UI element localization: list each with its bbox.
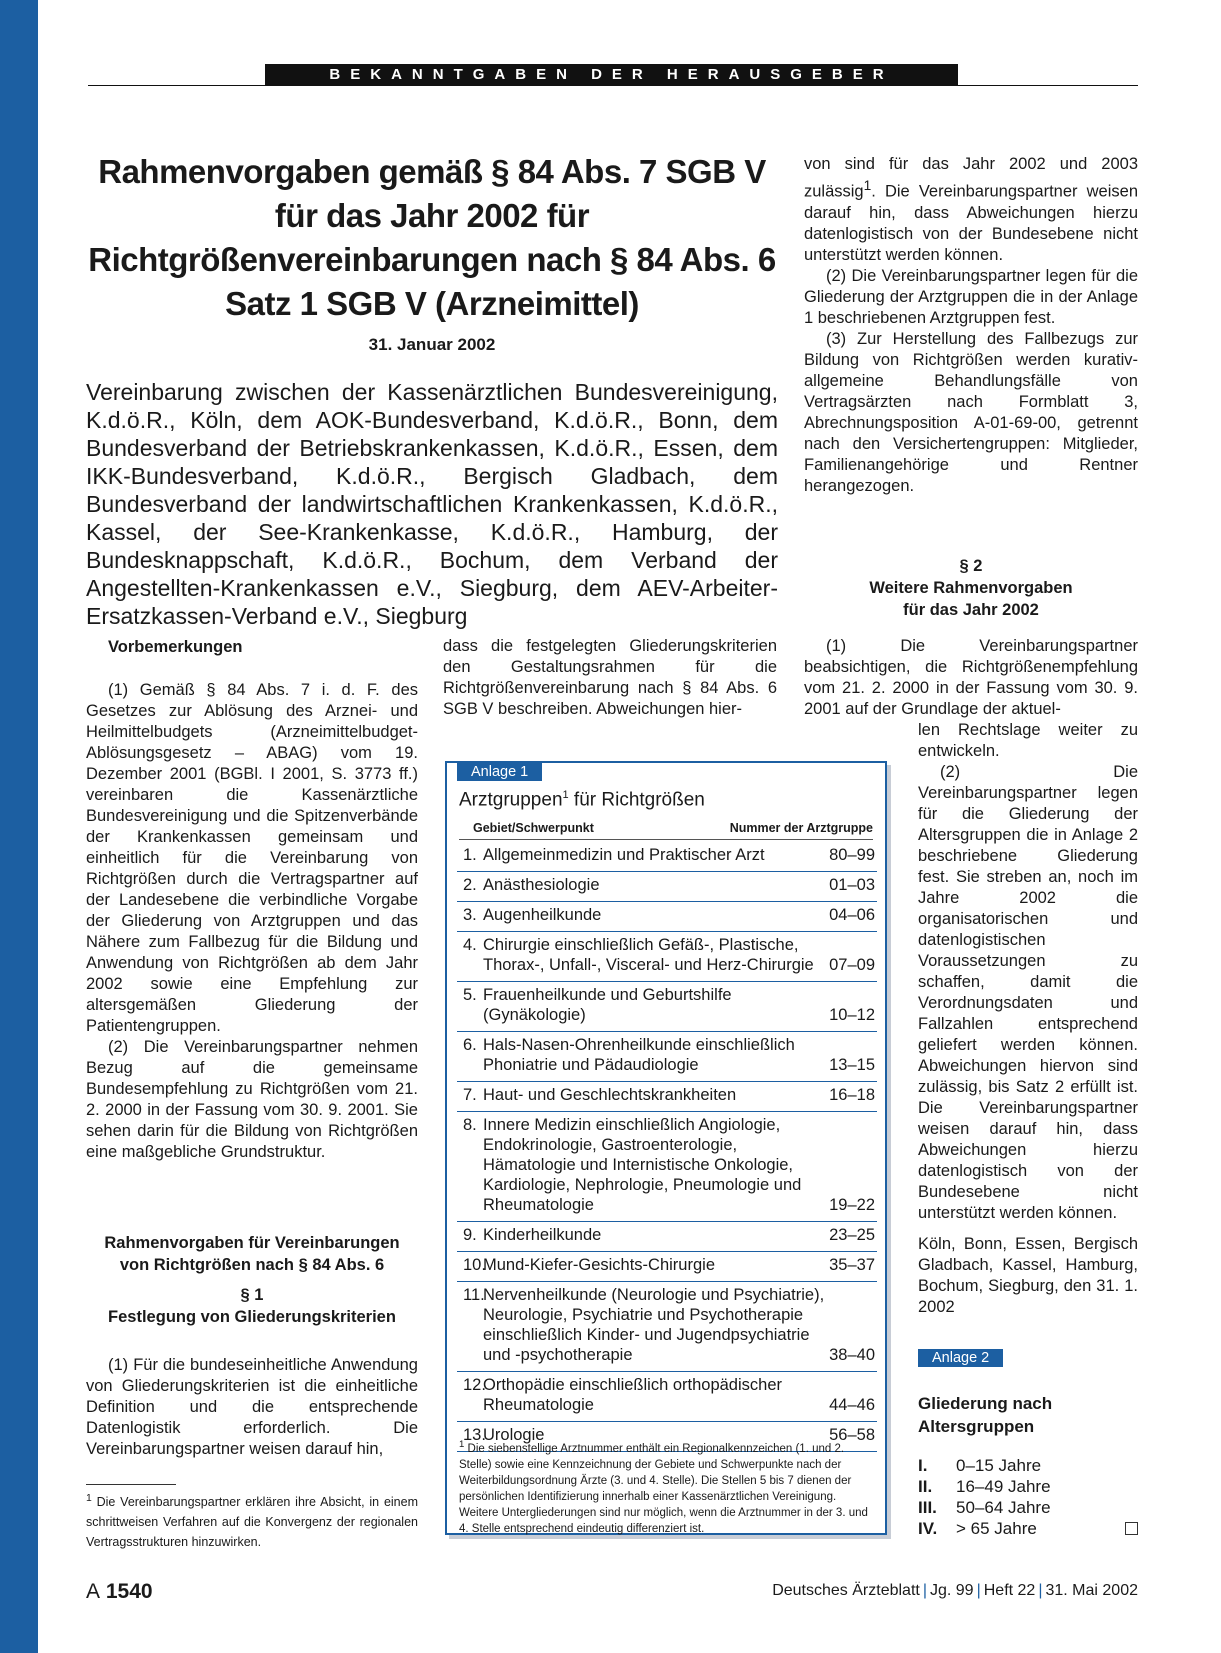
table-row <box>457 1252 877 1282</box>
row-range: 23–25 <box>829 1226 875 1244</box>
row-number: 4. <box>463 936 477 954</box>
row-number: 10. <box>463 1256 486 1274</box>
anlage-2-badge: Anlage 2 <box>918 1349 1003 1367</box>
column-3-text <box>804 636 1138 720</box>
age-group-range: 50–64 Jahre <box>956 1498 1051 1517</box>
section-title-line: Weitere Rahmenvorgaben <box>869 579 1073 597</box>
row-label: Nervenheilkunde (Neurologie und Psychiatrie), Neurologie, Psychiatrie und Psychotherapie einschließlich Kinder- und Jugendpsychiatrie und -psychotherapie <box>483 1286 825 1364</box>
row-range: 10–12 <box>829 1006 875 1024</box>
article-title: Rahmenvorgaben gemäß § 84 Abs. 7 SGB V für das Jahr 2002 für Richtgrößenvereinbarungen nach § 84 Abs. 6 Satz 1 SGB V (Arzneimittel) <box>88 153 776 322</box>
row-number: 13. <box>463 1426 486 1444</box>
row-number: 12. <box>463 1376 486 1394</box>
row-number: 5. <box>463 986 477 1004</box>
column-3-text-narrow <box>918 720 1138 1224</box>
row-label: Allgemeinmedizin und Praktischer Arzt <box>483 846 765 864</box>
journal-date: 31. Mai 2002 <box>1045 1582 1138 1599</box>
row-range: 44–46 <box>829 1396 875 1414</box>
signature-block <box>918 1234 1138 1318</box>
paragraph: (2) Die Vereinbarungspartner nehmen Bezug auf die gemeinsame Bundesempfehlung zu Richtgrößen vom 21. 2. 2000 in der Fassung vom 30. 9. 2001. Sie sehen darin für die Bildung von Richtgrößen eine maßgebliche Grundstruktur. <box>86 1038 418 1161</box>
column-2-text <box>443 636 777 720</box>
vorbemerkungen-heading: Vorbemerkungen <box>108 638 243 656</box>
anlage-1-title <box>459 789 705 811</box>
age-group-range: > 65 Jahre <box>956 1519 1037 1538</box>
column-1-text-continued <box>86 1355 418 1460</box>
row-label: Mund-Kiefer-Gesichts-Chirurgie <box>483 1256 715 1274</box>
section-title-line: von Richtgrößen nach § 84 Abs. 6 <box>119 1256 385 1274</box>
footnote <box>86 1489 418 1552</box>
row-label: Kinderheilkunde <box>483 1226 602 1244</box>
heading-line: Gliederung nach <box>918 1394 1053 1413</box>
row-number: 3. <box>463 906 477 924</box>
row-label: Orthopädie einschließlich orthopädischer Rheumatologie <box>483 1376 782 1414</box>
anlage-2-heading <box>918 1392 1052 1438</box>
paragraph: (2) Die Vereinbarungspartner legen für die Gliederung der Altersgruppen die in Anlage 2 beschriebene Gliederung fest. Sie streben an, noch im Jahre 2002 die organisatorischen und datenlogistischen Voraussetzungen zu schaffen, damit die Verordnungsdaten und Fallzahlen entsprechend geliefert werden können. Abweichungen hiervon sind zulässig, bis Satz 2 erfüllt ist. Die Vereinbarungspartner weisen darauf hin, dass Abweichungen hierzu datenlogistisch von der Bundesebene nicht unterstützt werden können. <box>918 763 1138 1222</box>
right-column-top <box>804 154 1138 497</box>
article-date: 31. Januar 2002 <box>368 335 496 354</box>
row-label: Haut- und Geschlechtskrankheiten <box>483 1086 737 1104</box>
section-header-band: BEKANNTGABEN DER HERAUSGEBER <box>265 64 958 85</box>
age-group-roman: IV. <box>918 1519 938 1538</box>
row-label: Augenheilkunde <box>483 906 602 924</box>
row-label: Hals-Nasen-Ohrenheilkunde einschließlich Phoniatrie und Pädaudiologie <box>483 1036 795 1074</box>
paragraph: len Rechtslage weiter zu entwickeln. <box>918 721 1138 760</box>
row-number: 7. <box>463 1086 477 1104</box>
row-range: 04–06 <box>829 906 875 924</box>
text-span: von sind für das Jahr 2002 und 2003 zulässig <box>804 155 1138 201</box>
age-group-range: 16–49 Jahre <box>956 1477 1051 1496</box>
anlage-1-footnote <box>459 1437 873 1537</box>
header-rule <box>88 85 1138 86</box>
row-label: Chirurgie einschließlich Gefäß-, Plastische, Thorax-, Unfall-, Visceral- und Herz-Chirurgie <box>483 936 814 974</box>
table-row <box>457 932 877 982</box>
table-row <box>457 872 877 902</box>
paragraph <box>804 154 1138 266</box>
age-group-range: 0–15 Jahre <box>956 1456 1042 1475</box>
paragraph: (1) Für die bundeseinheitliche Anwendung von Gliederungskriterien ist die einheitliche Definition und die entsprechende Datenlogistik erforderlich. Die Vereinbarungspartner weisen darauf hin, <box>86 1356 418 1458</box>
table-row <box>457 1222 877 1252</box>
age-group <box>918 1476 1138 1497</box>
journal-name: Deutsches Ärzteblatt <box>772 1582 920 1599</box>
end-of-article-box <box>1125 1522 1138 1535</box>
age-group-roman: III. <box>918 1498 937 1517</box>
journal-volume: Jg. 99 <box>929 1582 974 1599</box>
age-group <box>918 1497 1138 1518</box>
section-title-line: Festlegung von Gliederungskriterien <box>108 1308 396 1326</box>
row-range: 35–37 <box>829 1256 875 1274</box>
table-row <box>457 1032 877 1082</box>
column-header: Nummer der Arztgruppe <box>729 821 873 835</box>
row-number: 11. <box>463 1286 485 1304</box>
row-range: 19–22 <box>829 1196 875 1214</box>
age-group <box>918 1455 1138 1476</box>
journal-footer: Deutsches Ärzteblatt | Jg. 99 | Heft 22 | 31. Mai 2002 <box>772 1582 1138 1599</box>
paragraph: Köln, Bonn, Essen, Bergisch Gladbach, Kassel, Hamburg, Bochum, Siegburg, den 31. 1. 2002 <box>918 1235 1138 1316</box>
footnote-text: Die siebenstellige Arztnummer enthält ein Regionalkennzeichen (1. und 2. Stelle) sowie eine Kennzeichnung der Gebiete und Schwerpunkte nach der Weiterbildungsordnung Ärzte (3. und 4. Stelle). Die Stellen 5 bis 7 dienen der persönlichen Identifizierung innerhalb einer Kassenärztlichen Vereinigung. <box>459 1442 852 1503</box>
section-2-heading <box>804 555 1138 621</box>
column-1-text <box>86 680 418 1163</box>
paragraph: (1) Gemäß § 84 Abs. 7 i. d. F. des Gesetzes zur Ablösung des Arznei- und Heilmittelbudgets (Arzneimittelbudget-Ablösungsgesetz – ABAG) vom 19. Dezember 2001 (BGBl. I 2001, S. 3773 ff.) vereinbaren die Kassenärztliche Bundesvereinigung und die Spitzenverbände der Krankenkassen gemeinsam und einheitlich für die Vereinbarung von Richtgrößen durch die Vertragspartner auf der Landesebene die verbindliche Vorgabe der Gliederung von Arztgruppen und das Nähere zum Fallbezug für die Bildung und Anwendung von Richtgrößen ab dem Jahr 2002 sowie eine Empfehlung zur altersgemäßen Gliederung der Patientengruppen. <box>86 681 418 1035</box>
row-range: 07–09 <box>829 956 875 974</box>
paragraph: (1) Die Vereinbarungspartner beabsichtigen, die Richtgrößenempfehlung vom 21. 2. 2000 in der Fassung vom 30. 9. 2001 auf der Grundlage der aktuel- <box>804 637 1138 718</box>
anlage-1-badge: Anlage 1 <box>457 763 542 781</box>
age-group-roman: II. <box>918 1477 933 1496</box>
footnote-marker: 1 <box>562 789 569 801</box>
row-range: 56–58 <box>829 1426 875 1444</box>
age-group <box>918 1518 1138 1539</box>
anlage-2-badge-wrap <box>918 1349 1003 1367</box>
row-range: 38–40 <box>829 1346 875 1364</box>
footnote-rule <box>86 1484 176 1485</box>
table-row <box>457 902 877 932</box>
footnote-marker: 1 <box>86 1493 92 1504</box>
section-1-heading <box>86 1232 418 1328</box>
heading-line: Altersgruppen <box>918 1417 1035 1436</box>
table-row <box>457 842 877 872</box>
section-number: § 1 <box>240 1286 264 1304</box>
article-lead: Vereinbarung zwischen der Kassenärztlichen Bundesvereinigung, K.d.ö.R., Köln, dem AOK-Bundesverband, K.d.ö.R., Bonn, dem Bundesverband der Betriebskrankenkassen, K.d.ö.R., Essen, dem IKK-Bundesverband, K.d.ö.R., Bergisch Gladbach, dem Bundesverband der landwirtschaftlichen Krankenkassen, K.d.ö.R., Kassel, der See-Krankenkasse, K.d.ö.R., Hamburg, der Bundesknappschaft, K.d.ö.R., Bochum, dem Verband der Angestellten-Krankenkassen e.V., Siegburg, dem AEV-Arbeiter-Ersatzkassen-Verband e.V., Siegburg <box>86 379 778 629</box>
row-label: Frauenheilkunde und Geburtshilfe (Gynäkologie) <box>483 986 732 1024</box>
table-row <box>457 1282 877 1372</box>
row-range: 13–15 <box>829 1056 875 1074</box>
row-label: Anästhesiologie <box>483 876 600 894</box>
section-title-line: für das Jahr 2002 <box>903 601 1039 619</box>
table-body <box>457 842 877 1452</box>
row-label: Urologie <box>483 1426 545 1444</box>
row-number: 8. <box>463 1116 477 1134</box>
page-number-value: 1540 <box>105 1580 153 1603</box>
row-range: 16–18 <box>829 1086 875 1104</box>
row-range: 80–99 <box>829 846 875 864</box>
anlage-1-box <box>445 761 887 1535</box>
column-header: Gebiet/Schwerpunkt <box>473 821 594 835</box>
section-number: § 2 <box>959 557 983 575</box>
row-label: Innere Medizin einschließlich Angiologie, Endokrinologie, Gastroenterologie, Hämatologie und Internistische Onkologie, Kardiologie, Nephrologie, Pneumologie und Rheumatologie <box>483 1116 802 1214</box>
footnote-marker: 1 <box>459 1439 465 1450</box>
title-text: Arztgruppen <box>459 789 563 811</box>
table-row <box>457 1082 877 1112</box>
footnote-text: Weitere Untergliederungen sind nur möglich, wenn die Arztnummer in der 3. und 4. Stelle entsprechend eindeutig differenziert ist. <box>459 1506 868 1535</box>
journal-issue: Heft 22 <box>983 1582 1036 1599</box>
table-header <box>459 821 873 840</box>
page-prefix: A <box>86 1580 101 1603</box>
row-number: 1. <box>463 846 477 864</box>
age-group-roman: I. <box>918 1456 928 1475</box>
paragraph: (3) Zur Herstellung des Fallbezugs zur Bildung von Richtgrößen werden kurativ-allgemeine Behandlungsfälle von Vertragsärzten nach Formblatt 3, Abrechnungsposition A-01-69-00, getrennt nach den Versichertengruppen: Mitglieder, Familienangehörige und Rentner herangezogen. <box>804 329 1138 495</box>
title-text: für Richtgrößen <box>568 789 705 811</box>
footnote-text: Die Vereinbarungspartner erklären ihre Absicht, in einem schrittweisen Verfahren auf die Konvergenz der regionalen Vertragsstrukturen hinzuwirken. <box>86 1495 418 1550</box>
paragraph: dass die festgelegten Gliederungskriterien den Gestaltungsrahmen für die Richtgrößenvereinbarung nach § 84 Abs. 6 SGB V beschreiben. Abweichungen hier- <box>443 637 777 718</box>
table-row <box>457 982 877 1032</box>
table-row <box>457 1372 877 1422</box>
row-number: 2. <box>463 876 477 894</box>
row-number: 9. <box>463 1226 477 1244</box>
row-range: 01–03 <box>829 876 875 894</box>
blue-side-bar <box>0 0 38 1653</box>
row-number: 6. <box>463 1036 477 1054</box>
page-number <box>86 1580 153 1604</box>
paragraph: (2) Die Vereinbarungspartner legen für die Gliederung der Arztgruppen die in der Anlage 1 beschriebenen Arztgruppen fest. <box>804 266 1138 327</box>
footnote-marker: 1 <box>863 178 872 193</box>
section-title-line: Rahmenvorgaben für Vereinbarungen <box>104 1234 400 1252</box>
table-row <box>457 1112 877 1222</box>
text-span: . Die Vereinbarungspartner weisen darauf hin, dass Abweichungen hierzu datenlogistisch von der Bundesebene nicht unterstützt werden können. <box>804 182 1138 264</box>
age-group-list <box>918 1455 1138 1539</box>
